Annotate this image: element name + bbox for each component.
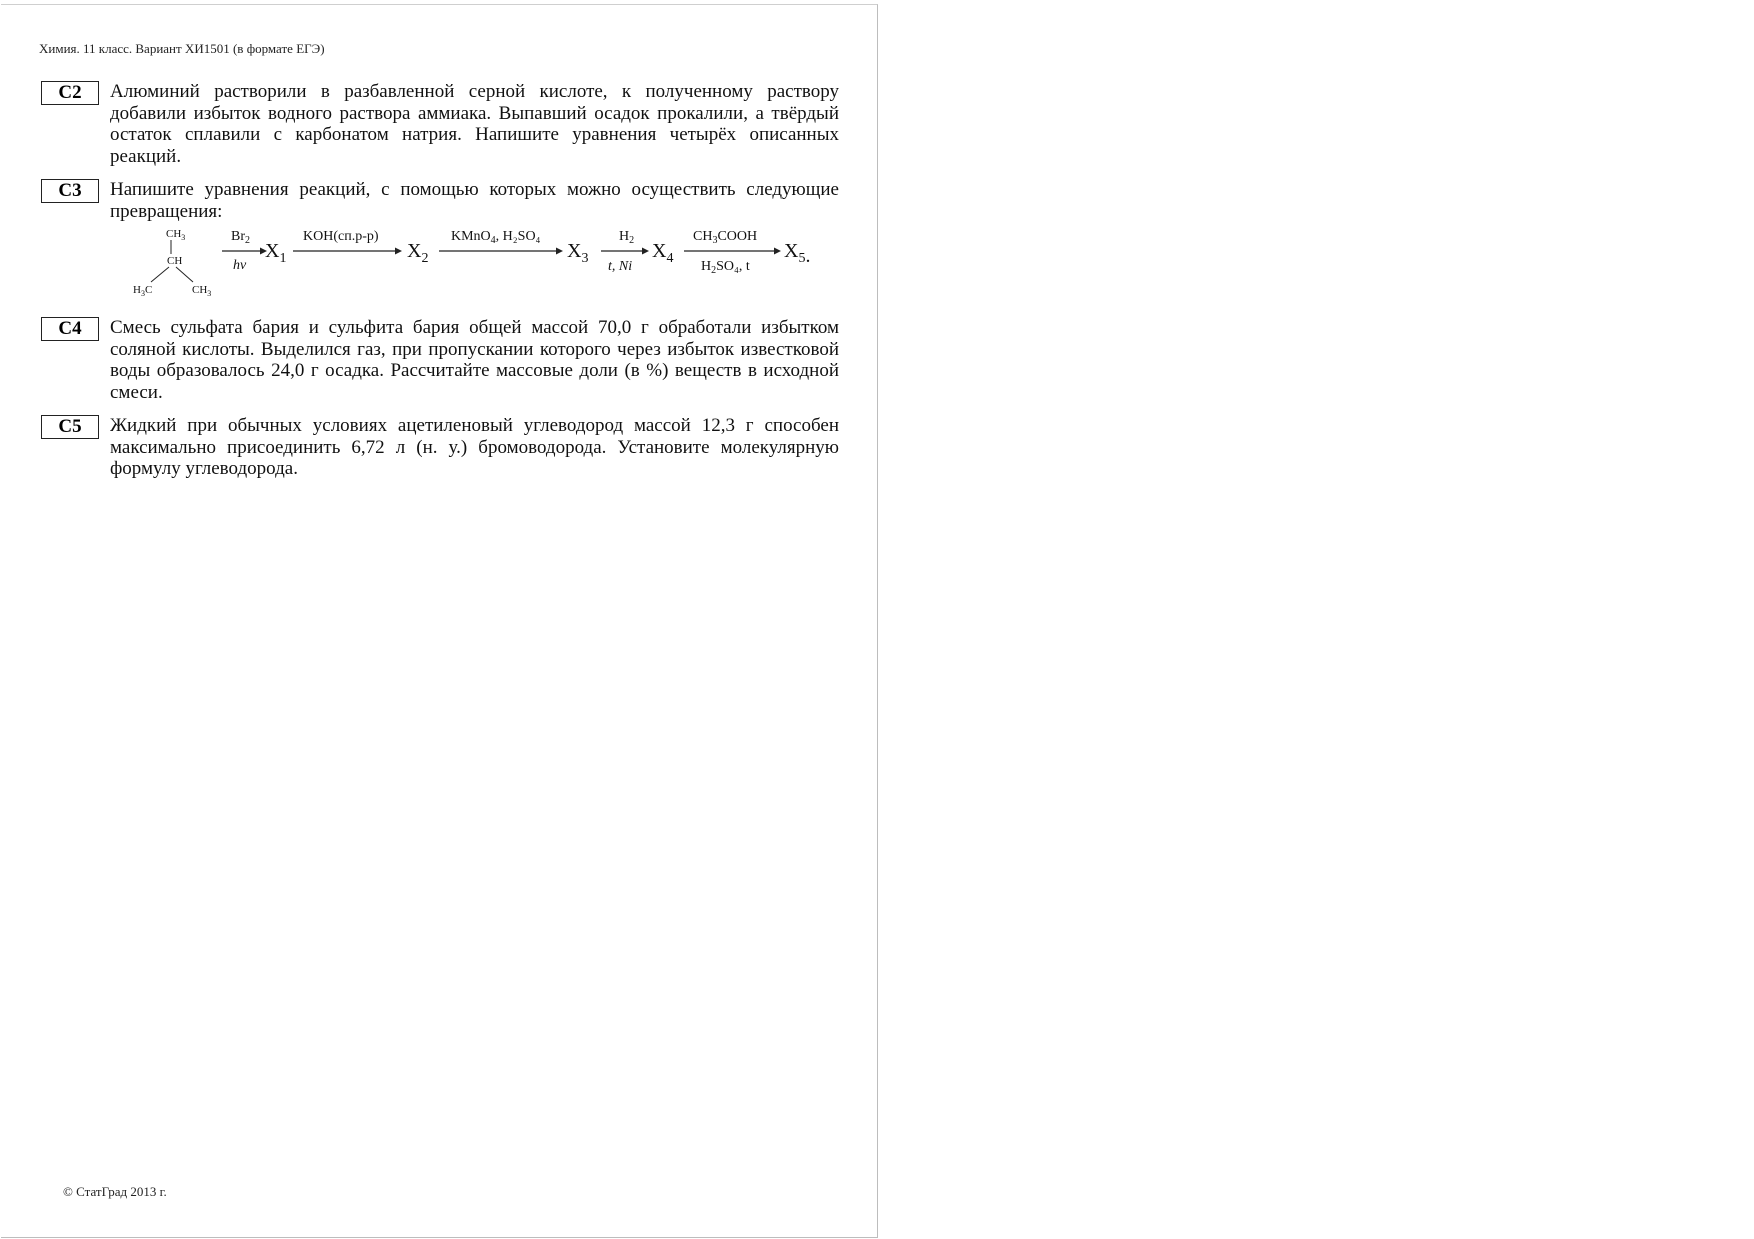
page-sheet [1, 4, 878, 1238]
step-4-reagent: $H_2$ [619, 229, 635, 246]
step-1-reagent: $Br_2$ [231, 229, 250, 246]
reaction-step-4 [601, 229, 673, 274]
structural-formula [133, 228, 211, 298]
step-4-condition: t, Ni [608, 259, 633, 274]
task-label: C3 [41, 179, 99, 203]
task-label: C5 [41, 415, 99, 439]
task-text: Алюминий растворили в разбавленной серной кислоте, к полученному раствору добавили избыток водного раствора аммиака. Выпавший осадок прокалили, а твёрдый остаток сплавили с карбонатом натрия. Напишите уравнения четырёх описанных реакций. [110, 81, 839, 167]
step-3-reagent: KMnO$_4$, H₂SO₄ [451, 229, 541, 246]
step-1-condition: hν [233, 258, 247, 273]
reaction-step-1 [222, 229, 286, 273]
task-text: Жидкий при обычных условиях ацетиленовый углеводород массой 12,3 г способен максимально присоединить 6,72 л (н. у.) бромоводорода. Установите молекулярную формулу углеводорода. [110, 415, 839, 479]
molecule-center-group: CH [167, 255, 183, 267]
molecule-top-group: $CH_3$ [166, 228, 186, 242]
arrow-head [556, 248, 563, 255]
product-x1: $X_1$ [265, 240, 287, 266]
product-x4: $X_4$ [652, 240, 674, 266]
product-x2: $X_2$ [407, 240, 429, 266]
page-footer: © СтатГрад 2013 г. [63, 1184, 167, 1199]
reaction-step-3 [439, 229, 588, 266]
reaction-scheme [121, 227, 841, 307]
product-x5: $X_5$. [784, 240, 811, 267]
step-2-reagent: KOH(сп.р-р) [303, 229, 379, 244]
step-5-condition: $H_2SO_4$, t [701, 259, 750, 276]
reaction-step-5 [684, 229, 810, 276]
step-5-reagent: $CH_3COOH$ [693, 229, 758, 246]
task-label: C2 [41, 81, 99, 105]
task-text: Напишите уравнения реакций, с помощью которых можно осуществить следующие превращения: [110, 179, 839, 222]
reaction-scheme-svg [121, 227, 841, 307]
task-text: Смесь сульфата бария и сульфита бария общей массой 70,0 г обработали избытком соляной кислоты. Выделился газ, при пропускании которого через избыток известковой воды образовалось 24,0 г осадка. Рассчитайте массовые доли (в %) веществ в исходной смеси. [110, 317, 839, 403]
product-x3: $X_3$ [567, 240, 589, 266]
arrow-head [642, 248, 649, 255]
bond-line [176, 267, 193, 282]
molecule-right-group: $CH_3$ [192, 284, 212, 298]
arrow-head [774, 248, 781, 255]
reaction-step-2 [293, 229, 428, 266]
task-label: C4 [41, 317, 99, 341]
molecule-left-group: $H_3C$ [133, 284, 153, 298]
arrow-head [395, 248, 402, 255]
page-header: Химия. 11 класс. Вариант ХИ1501 (в формате ЕГЭ) [39, 41, 325, 56]
bond-line [151, 267, 169, 282]
